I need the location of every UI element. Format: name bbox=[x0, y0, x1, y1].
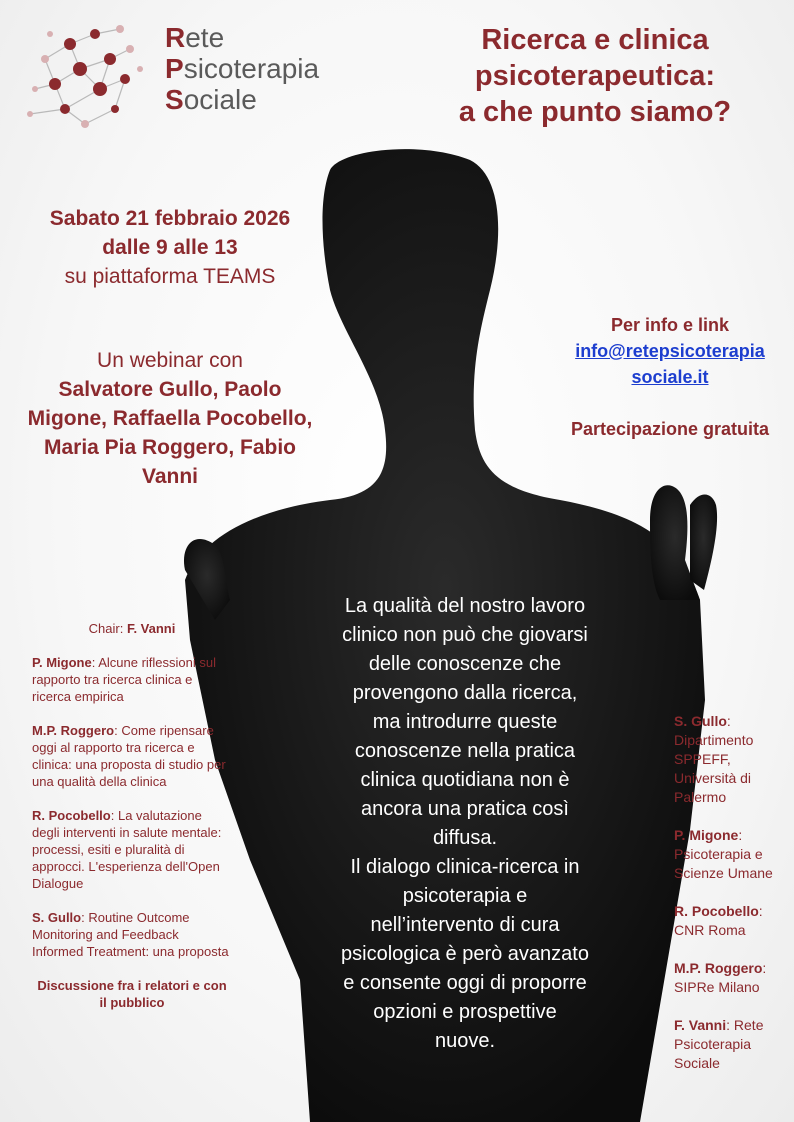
description-line: ancora una pratica così bbox=[361, 798, 569, 820]
affiliation-item bbox=[674, 1016, 789, 1073]
affiliation-text: : SIPRe Milano bbox=[674, 960, 767, 995]
description-line: Il dialogo clinica-ricerca in bbox=[350, 856, 580, 878]
email-link[interactable] bbox=[575, 341, 765, 387]
logo-letter: P bbox=[165, 53, 184, 84]
logo-wordmark bbox=[165, 22, 319, 115]
affiliation-item bbox=[674, 902, 789, 940]
description-line: nell’intervento di cura bbox=[370, 914, 560, 936]
chair bbox=[32, 620, 232, 637]
discussion-note: Discussione fra i relatori e con il pubblico bbox=[37, 978, 227, 1010]
description-line: ma introdurre queste bbox=[372, 711, 558, 733]
description-line: clinica quotidiana non è bbox=[360, 769, 570, 791]
logo-word: sicoterapia bbox=[183, 53, 320, 84]
affiliation-name: F. Vanni bbox=[674, 1017, 727, 1033]
logo-letter: R bbox=[165, 22, 186, 53]
program-item bbox=[32, 654, 232, 705]
affiliations-list bbox=[674, 712, 789, 1092]
network-logo-icon bbox=[20, 14, 160, 139]
affiliation-text: : Rete Psicoterapia Sociale bbox=[674, 1017, 764, 1071]
program-item bbox=[32, 722, 232, 790]
affiliation-text: : CNR Roma bbox=[674, 903, 763, 938]
description-line: clinico non può che giovarsi bbox=[342, 624, 588, 646]
logo-letter: S bbox=[165, 84, 184, 115]
event-time: dalle 9 alle 13 bbox=[102, 236, 238, 259]
description-line: conoscenze nella pratica bbox=[354, 740, 576, 762]
affiliation-name: P. Migone bbox=[674, 827, 739, 843]
description-line: La qualità del nostro lavoro bbox=[344, 595, 586, 617]
description-line: nuove. bbox=[434, 1030, 496, 1052]
participation-note: Partecipazione gratuita bbox=[570, 419, 770, 439]
info-heading: Per info e link bbox=[610, 315, 730, 335]
webinar-speakers: Salvatore Gullo, Paolo Migone, Raffaella Pocobello, Maria Pia Roggero, Fabio Vanni bbox=[27, 378, 313, 488]
description-line: diffusa. bbox=[432, 827, 498, 849]
logo-word: ociale bbox=[183, 84, 257, 115]
talk-speaker: M.P. Roggero bbox=[32, 723, 115, 738]
talk-title: : Come ripensare oggi al rapporto tra ricerca e clinica: una proposta di studio per una qualità della clinica bbox=[32, 723, 226, 789]
description-line: e consente oggi di proporre bbox=[343, 972, 587, 994]
affiliation-text: : Psicoterapia e Scienze Umane bbox=[674, 827, 773, 881]
webinar-block bbox=[20, 346, 320, 491]
chair-label: Chair: bbox=[88, 621, 127, 636]
logo-word: ete bbox=[185, 22, 225, 53]
event-date: Sabato 21 febbraio 2026 bbox=[49, 207, 291, 230]
webinar-intro: Un webinar con bbox=[97, 349, 243, 372]
title-line: a che punto siamo? bbox=[458, 96, 732, 128]
info-block bbox=[555, 312, 785, 442]
logo bbox=[20, 14, 380, 139]
title-line: psicoterapeutica: bbox=[474, 60, 716, 92]
email-part[interactable]: sociale.it bbox=[631, 367, 709, 387]
event-description bbox=[300, 592, 630, 1056]
program-list bbox=[32, 620, 232, 1011]
event-date-block bbox=[20, 204, 320, 291]
event-platform: su piattaforma TEAMS bbox=[64, 265, 276, 288]
description-line: delle conoscenze che bbox=[368, 653, 562, 675]
title-line: Ricerca e clinica bbox=[481, 24, 709, 56]
talk-speaker: P. Migone bbox=[32, 655, 92, 670]
description-line: psicoterapia e bbox=[402, 885, 528, 907]
description-line: opzioni e prospettive bbox=[373, 1001, 557, 1023]
event-title bbox=[420, 22, 770, 130]
talk-title: : La valutazione degli interventi in salute mentale: processi, esiti e pluralità di approcci. L'esperienza dell'Open Dialogue bbox=[32, 808, 222, 891]
affiliation-item bbox=[674, 712, 789, 807]
description-line: psicologica è però avanzato bbox=[341, 943, 589, 965]
affiliation-text: : Dipartimento SPPEFF, Università di Palermo bbox=[674, 713, 754, 805]
talk-speaker: R. Pocobello bbox=[32, 808, 111, 823]
affiliation-name: S. Gullo bbox=[674, 713, 727, 729]
description-line: provengono dalla ricerca, bbox=[352, 682, 578, 704]
affiliation-name: M.P. Roggero bbox=[674, 960, 763, 976]
talk-speaker: S. Gullo bbox=[32, 910, 82, 925]
affiliation-item bbox=[674, 826, 789, 883]
email-part[interactable]: info@retepsicoterapia bbox=[575, 341, 765, 361]
talk-title: : Alcune riflessioni sul rapporto tra ricerca clinica e ricerca empirica bbox=[32, 655, 216, 704]
chair-name: F. Vanni bbox=[126, 621, 176, 636]
affiliation-name: R. Pocobello bbox=[674, 903, 759, 919]
affiliation-item bbox=[674, 959, 789, 997]
talk-title: : Routine Outcome Monitoring and Feedback Informed Treatment: una proposta bbox=[32, 910, 229, 959]
program-item bbox=[32, 807, 232, 892]
program-item bbox=[32, 909, 232, 960]
